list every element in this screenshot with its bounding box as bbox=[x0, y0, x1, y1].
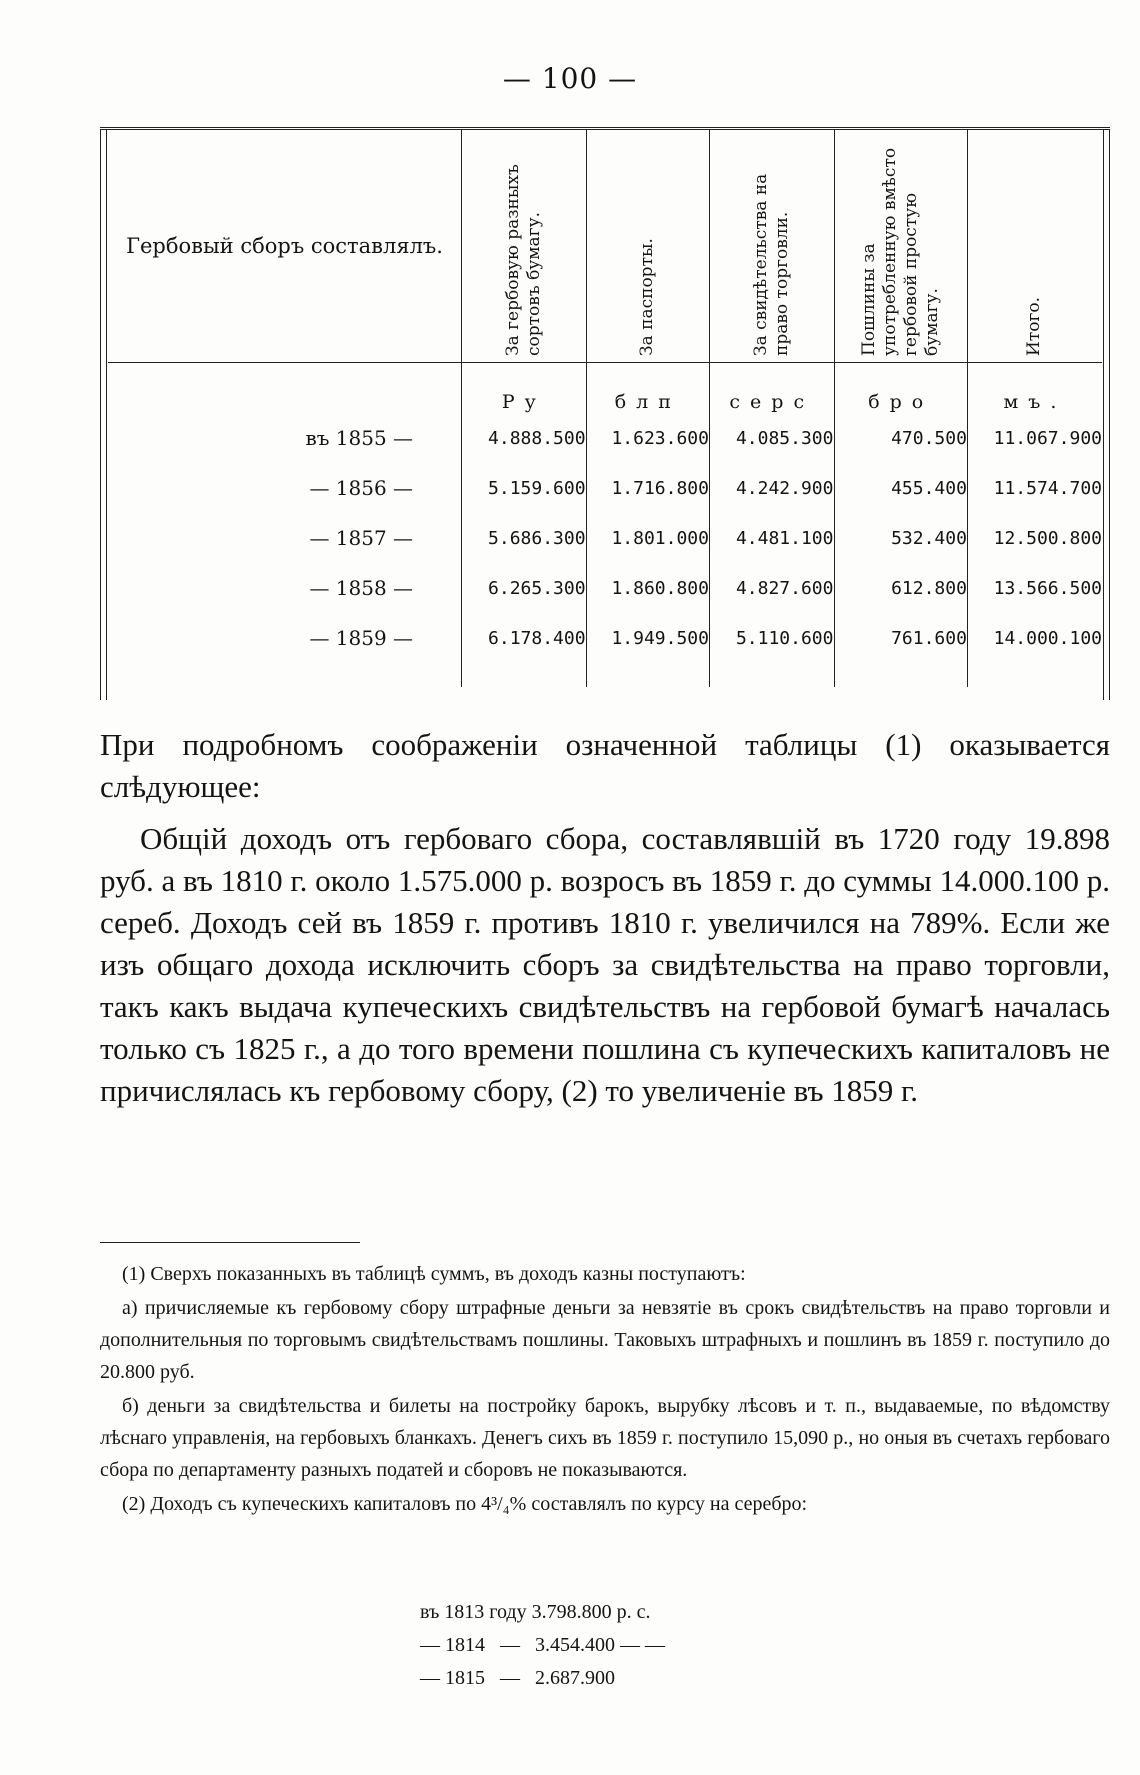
figure-line: — 1814 — 3.454.400 — — bbox=[420, 1634, 665, 1656]
table-cell: 14.000.100 bbox=[967, 613, 1102, 663]
table-cell: 1.716.800 bbox=[586, 463, 709, 513]
row-year: — 1858 — bbox=[309, 576, 414, 600]
table-cell: 470.500 bbox=[834, 413, 967, 463]
table-row bbox=[108, 463, 1102, 513]
table-cell: 532.400 bbox=[834, 513, 967, 563]
table-cell: 13.566.500 bbox=[967, 563, 1102, 613]
statistics-table-frame bbox=[100, 127, 1110, 700]
column-header: Итого. bbox=[967, 130, 1102, 363]
body-text bbox=[100, 724, 1110, 1112]
table-cell: 1.623.600 bbox=[586, 413, 709, 463]
unit-label: серс bbox=[709, 363, 834, 414]
table-cell: 4.888.500 bbox=[462, 413, 587, 463]
figure-line: въ 1813 году 3.798.800 р. с. bbox=[420, 1601, 651, 1623]
table-cell: 5.686.300 bbox=[462, 513, 587, 563]
table-cell: 1.949.500 bbox=[586, 613, 709, 663]
stamp-duty-table bbox=[108, 130, 1102, 687]
footnote-divider bbox=[100, 1242, 360, 1243]
table-cell: 612.800 bbox=[834, 563, 967, 613]
row-year: — 1857 — bbox=[309, 526, 414, 550]
table-row bbox=[108, 513, 1102, 563]
table-cell: 12.500.800 bbox=[967, 513, 1102, 563]
unit-label: Ру bbox=[462, 363, 587, 414]
row-header: Гербовый сборъ составлялъ. bbox=[108, 130, 462, 363]
footnote: (2) Доходъ съ купеческихъ капиталовъ по 4³/₄% составлялъ по курсу на серебро: bbox=[122, 1493, 808, 1515]
unit-label: мъ. bbox=[967, 363, 1102, 414]
table-cell: 455.400 bbox=[834, 463, 967, 513]
table-cell: 1.801.000 bbox=[586, 513, 709, 563]
table-cell: 4.827.600 bbox=[709, 563, 834, 613]
table-row bbox=[108, 613, 1102, 663]
footnotes bbox=[100, 1258, 1110, 1522]
table-end-row bbox=[108, 663, 1102, 687]
table-cell: 4.481.100 bbox=[709, 513, 834, 563]
table-cell: 6.265.300 bbox=[462, 563, 587, 613]
footnote-item: а) причисляемые къ гербовому сбору штрафные деньги за невзятіе въ срокъ свидѣтельствъ на право торговли и дополнительныя по торговымъ свидѣтельствамъ пошлины. Таковыхъ штрафныхъ и пошлинъ въ 1859 г. поступило до 20.800 руб. bbox=[100, 1297, 1110, 1383]
unit-label: бро bbox=[834, 363, 967, 414]
table-cell: 5.159.600 bbox=[462, 463, 587, 513]
figure-line: — 1815 — 2.687.900 bbox=[420, 1667, 615, 1689]
footnote-item: б) деньги за свидѣтельства и билеты на постройку барокъ, вырубку лѣсовъ и т. п., выдаваемые, по вѣдомству лѣснаго управленія, на гербовыхъ бланкахъ. Денегъ сихъ въ 1859 г. поступило 15,090 р., но оныя въ счетахъ гербоваго сбора по департаменту разныхъ податей и сборовъ не показываются. bbox=[100, 1395, 1110, 1481]
table-cell: 4.085.300 bbox=[709, 413, 834, 463]
table-cell: 1.860.800 bbox=[586, 563, 709, 613]
table-cell: 11.574.700 bbox=[967, 463, 1102, 513]
paragraph: Общій доходъ отъ гербоваго сбора, составлявшій въ 1720 году 19.898 руб. а въ 1810 г. около 1.575.000 р. возросъ въ 1859 г. до суммы 14.000.100 р. сереб. Доходъ сей въ 1859 г. противъ 1810 г. увеличился на 789%. Если же изъ общаго дохода исключить сборъ за свидѣтельства на право торговли, такъ какъ выдача купеческихъ свидѣтельствъ на гербовой бумагѣ началась только съ 1825 г., а до того времени пошлина съ купеческихъ капиталовъ не причислялась къ гербовому сбору, (2) то увеличеніе въ 1859 г. bbox=[100, 821, 1110, 1108]
row-year: въ 1855 — bbox=[305, 426, 414, 450]
footnote-figures bbox=[420, 1596, 665, 1695]
column-header: Пошлины за употребленную вмѣсто гербовой простую бумагу. bbox=[834, 130, 967, 363]
units-row bbox=[108, 363, 1102, 414]
row-year: — 1859 — bbox=[309, 626, 414, 650]
row-year: — 1856 — bbox=[309, 476, 414, 500]
column-header: За паспорты. bbox=[586, 130, 709, 363]
table-row bbox=[108, 413, 1102, 463]
footnote: (1) Сверхъ показанныхъ въ таблицѣ суммъ, въ доходъ казны поступаютъ: bbox=[122, 1263, 746, 1285]
unit-label: блп bbox=[586, 363, 709, 414]
column-header: За свидѣтельства на право торговли. bbox=[709, 130, 834, 363]
table-cell: 6.178.400 bbox=[462, 613, 587, 663]
table-row bbox=[108, 563, 1102, 613]
paragraph: При подробномъ соображеніи означенной таблицы (1) оказывается слѣдующее: bbox=[100, 727, 1110, 804]
page-number: — 100 — bbox=[502, 62, 638, 95]
table-cell: 5.110.600 bbox=[709, 613, 834, 663]
table-cell: 11.067.900 bbox=[967, 413, 1102, 463]
table-cell: 761.600 bbox=[834, 613, 967, 663]
column-header: За гербовую разныхъ сортовъ бумагу. bbox=[462, 130, 587, 363]
table-cell: 4.242.900 bbox=[709, 463, 834, 513]
